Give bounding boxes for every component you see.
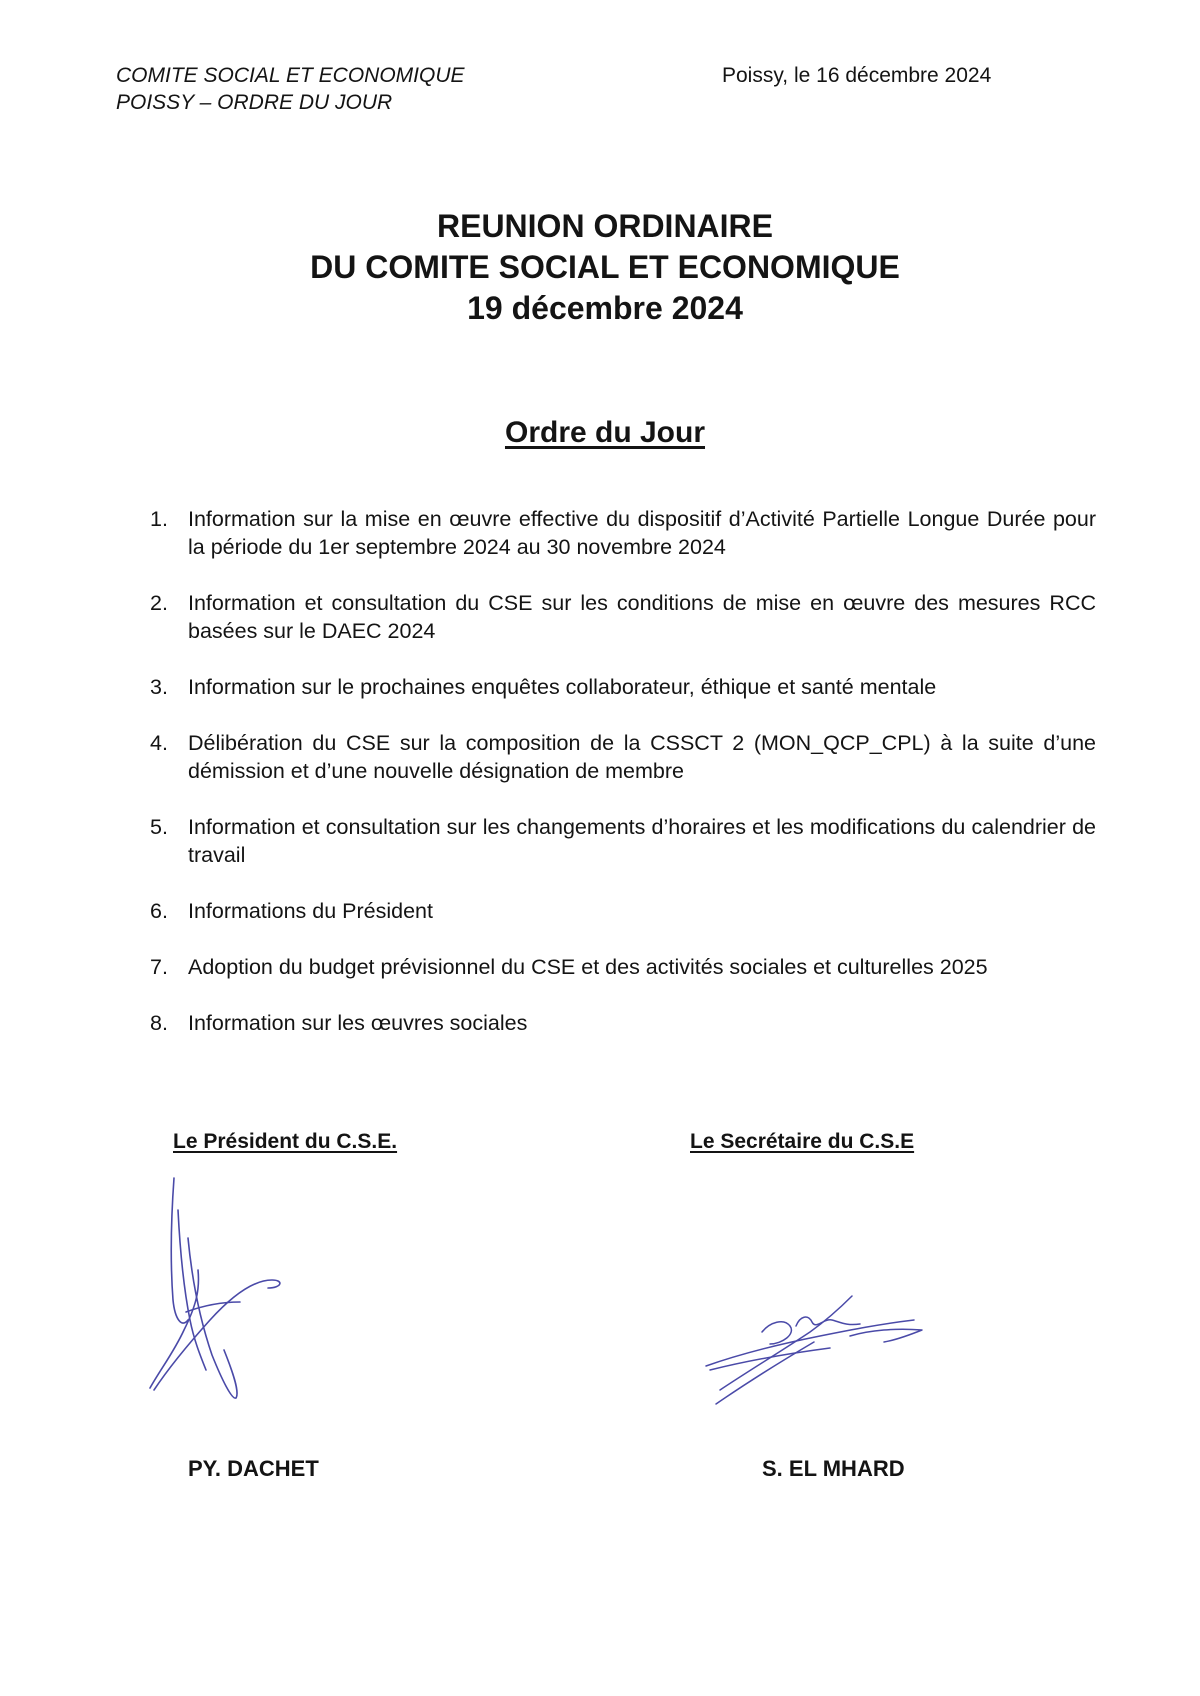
agenda-item-text: Délibération du CSE sur la composition de la CSSCT 2 (MON_QCP_CPL) à la suite d’une démission et d’une nouvelle désignation de membre <box>188 731 1096 783</box>
president-title: Le Président du C.S.E. <box>173 1130 398 1153</box>
agenda-item <box>150 589 1096 645</box>
agenda-item <box>150 673 1096 701</box>
place-date: Poissy, le 16 décembre 2024 <box>722 64 992 87</box>
president-name: PY. DACHET <box>188 1456 319 1481</box>
agenda-item-number: 6. <box>150 899 168 923</box>
agenda-item-text: Informations du Président <box>188 899 433 923</box>
agenda-item-text: Information sur les œuvres sociales <box>188 1011 528 1035</box>
agenda-heading: Ordre du Jour <box>504 416 706 449</box>
secretary-name: S. EL MHARD <box>762 1456 905 1481</box>
agenda-item <box>150 953 1096 981</box>
agenda-item-number: 5. <box>150 815 168 839</box>
secretary-signature <box>700 1270 930 1410</box>
title-line-2: DU COMITE SOCIAL ET ECONOMIQUE <box>310 249 900 285</box>
agenda-item-text: Information et consultation sur les changements d’horaires et les modifications du calendrier de travail <box>188 815 1096 867</box>
agenda-item <box>150 1009 1096 1037</box>
organization-name: COMITE SOCIAL ET ECONOMIQUE <box>116 64 465 87</box>
agenda-item <box>150 813 1096 869</box>
agenda-item-text: Information et consultation du CSE sur les conditions de mise en œuvre des mesures RCC basées sur le DAEC 2024 <box>188 591 1096 643</box>
agenda-item-number: 3. <box>150 675 168 699</box>
agenda-list <box>150 505 1096 1065</box>
agenda-item-text: Information sur le prochaines enquêtes collaborateur, éthique et santé mentale <box>188 675 937 699</box>
agenda-item <box>150 897 1096 925</box>
agenda-item-number: 1. <box>150 507 168 531</box>
meeting-date: 19 décembre 2024 <box>467 290 743 326</box>
document-subtitle: POISSY – ORDRE DU JOUR <box>116 91 393 114</box>
agenda-item-text: Information sur la mise en œuvre effective du dispositif d’Activité Partielle Longue Durée pour la période du 1er septembre 2024 au 30 novembre 2024 <box>188 507 1096 559</box>
organization-header <box>116 62 465 116</box>
title-line-1: REUNION ORDINAIRE <box>436 208 773 244</box>
secretary-title: Le Secrétaire du C.S.E <box>690 1130 915 1153</box>
agenda-item <box>150 729 1096 785</box>
agenda-item-number: 7. <box>150 955 168 979</box>
agenda-item-number: 2. <box>150 591 168 615</box>
president-signature <box>140 1170 300 1410</box>
agenda-item-number: 8. <box>150 1011 168 1035</box>
agenda-item-text: Adoption du budget prévisionnel du CSE et des activités sociales et culturelles 2025 <box>188 955 988 979</box>
agenda-item <box>150 505 1096 561</box>
agenda-item-number: 4. <box>150 731 168 755</box>
meeting-title <box>0 206 1200 329</box>
